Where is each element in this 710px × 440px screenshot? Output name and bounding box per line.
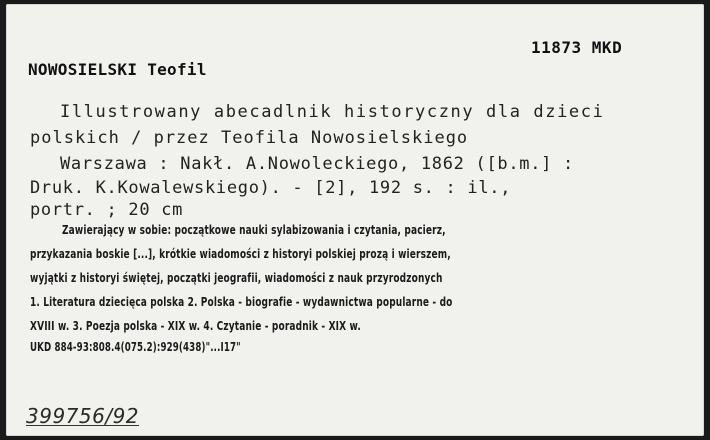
- publication-line-2: Druk. K.Kowalewskiego). - [2], 192 s. : il.,: [30, 178, 512, 198]
- publication-line-3: portr. ; 20 cm: [30, 200, 184, 220]
- contents-note-line-1: Zawierający w sobie: początkowe nauki sylabizowania i czytania, pacierz,: [62, 222, 446, 237]
- subjects-line-1: 1. Literatura dziecięca polska 2. Polska - biografie - wydawnictwa popularne - do: [30, 294, 453, 309]
- contents-note-line-3: wyjątki z historyi świętej, początki jeografii, wiadomości z nauk przyrodzonych: [30, 270, 443, 285]
- handwritten-accession-number: 399756/92: [26, 404, 140, 428]
- contents-note-line-2: przykazania boskie [...], krótkie wiadomości z historyi polskiej prozą i wierszem,: [30, 246, 451, 261]
- subjects-line-2: XVIII w. 3. Poezja polska - XIX w. 4. Czytanie - poradnik - XIX w.: [30, 318, 361, 333]
- title-line-2: polskich / przez Teofila Nowosielskiego: [30, 128, 469, 148]
- call-number: 11873 MKD: [531, 38, 623, 57]
- title-line-1: Illustrowany abecadlnik historyczny dla dzieci: [60, 102, 605, 122]
- publication-line-1: Warszawa : Nakł. A.Nowoleckiego, 1862 ([b.m.] :: [60, 154, 574, 174]
- catalog-card: [6, 4, 704, 436]
- ukd-classification: UKD 884-93:808.4(075.2):929(438)"...I17": [30, 340, 241, 354]
- author-heading: NOWOSIELSKI Teofil: [28, 60, 207, 79]
